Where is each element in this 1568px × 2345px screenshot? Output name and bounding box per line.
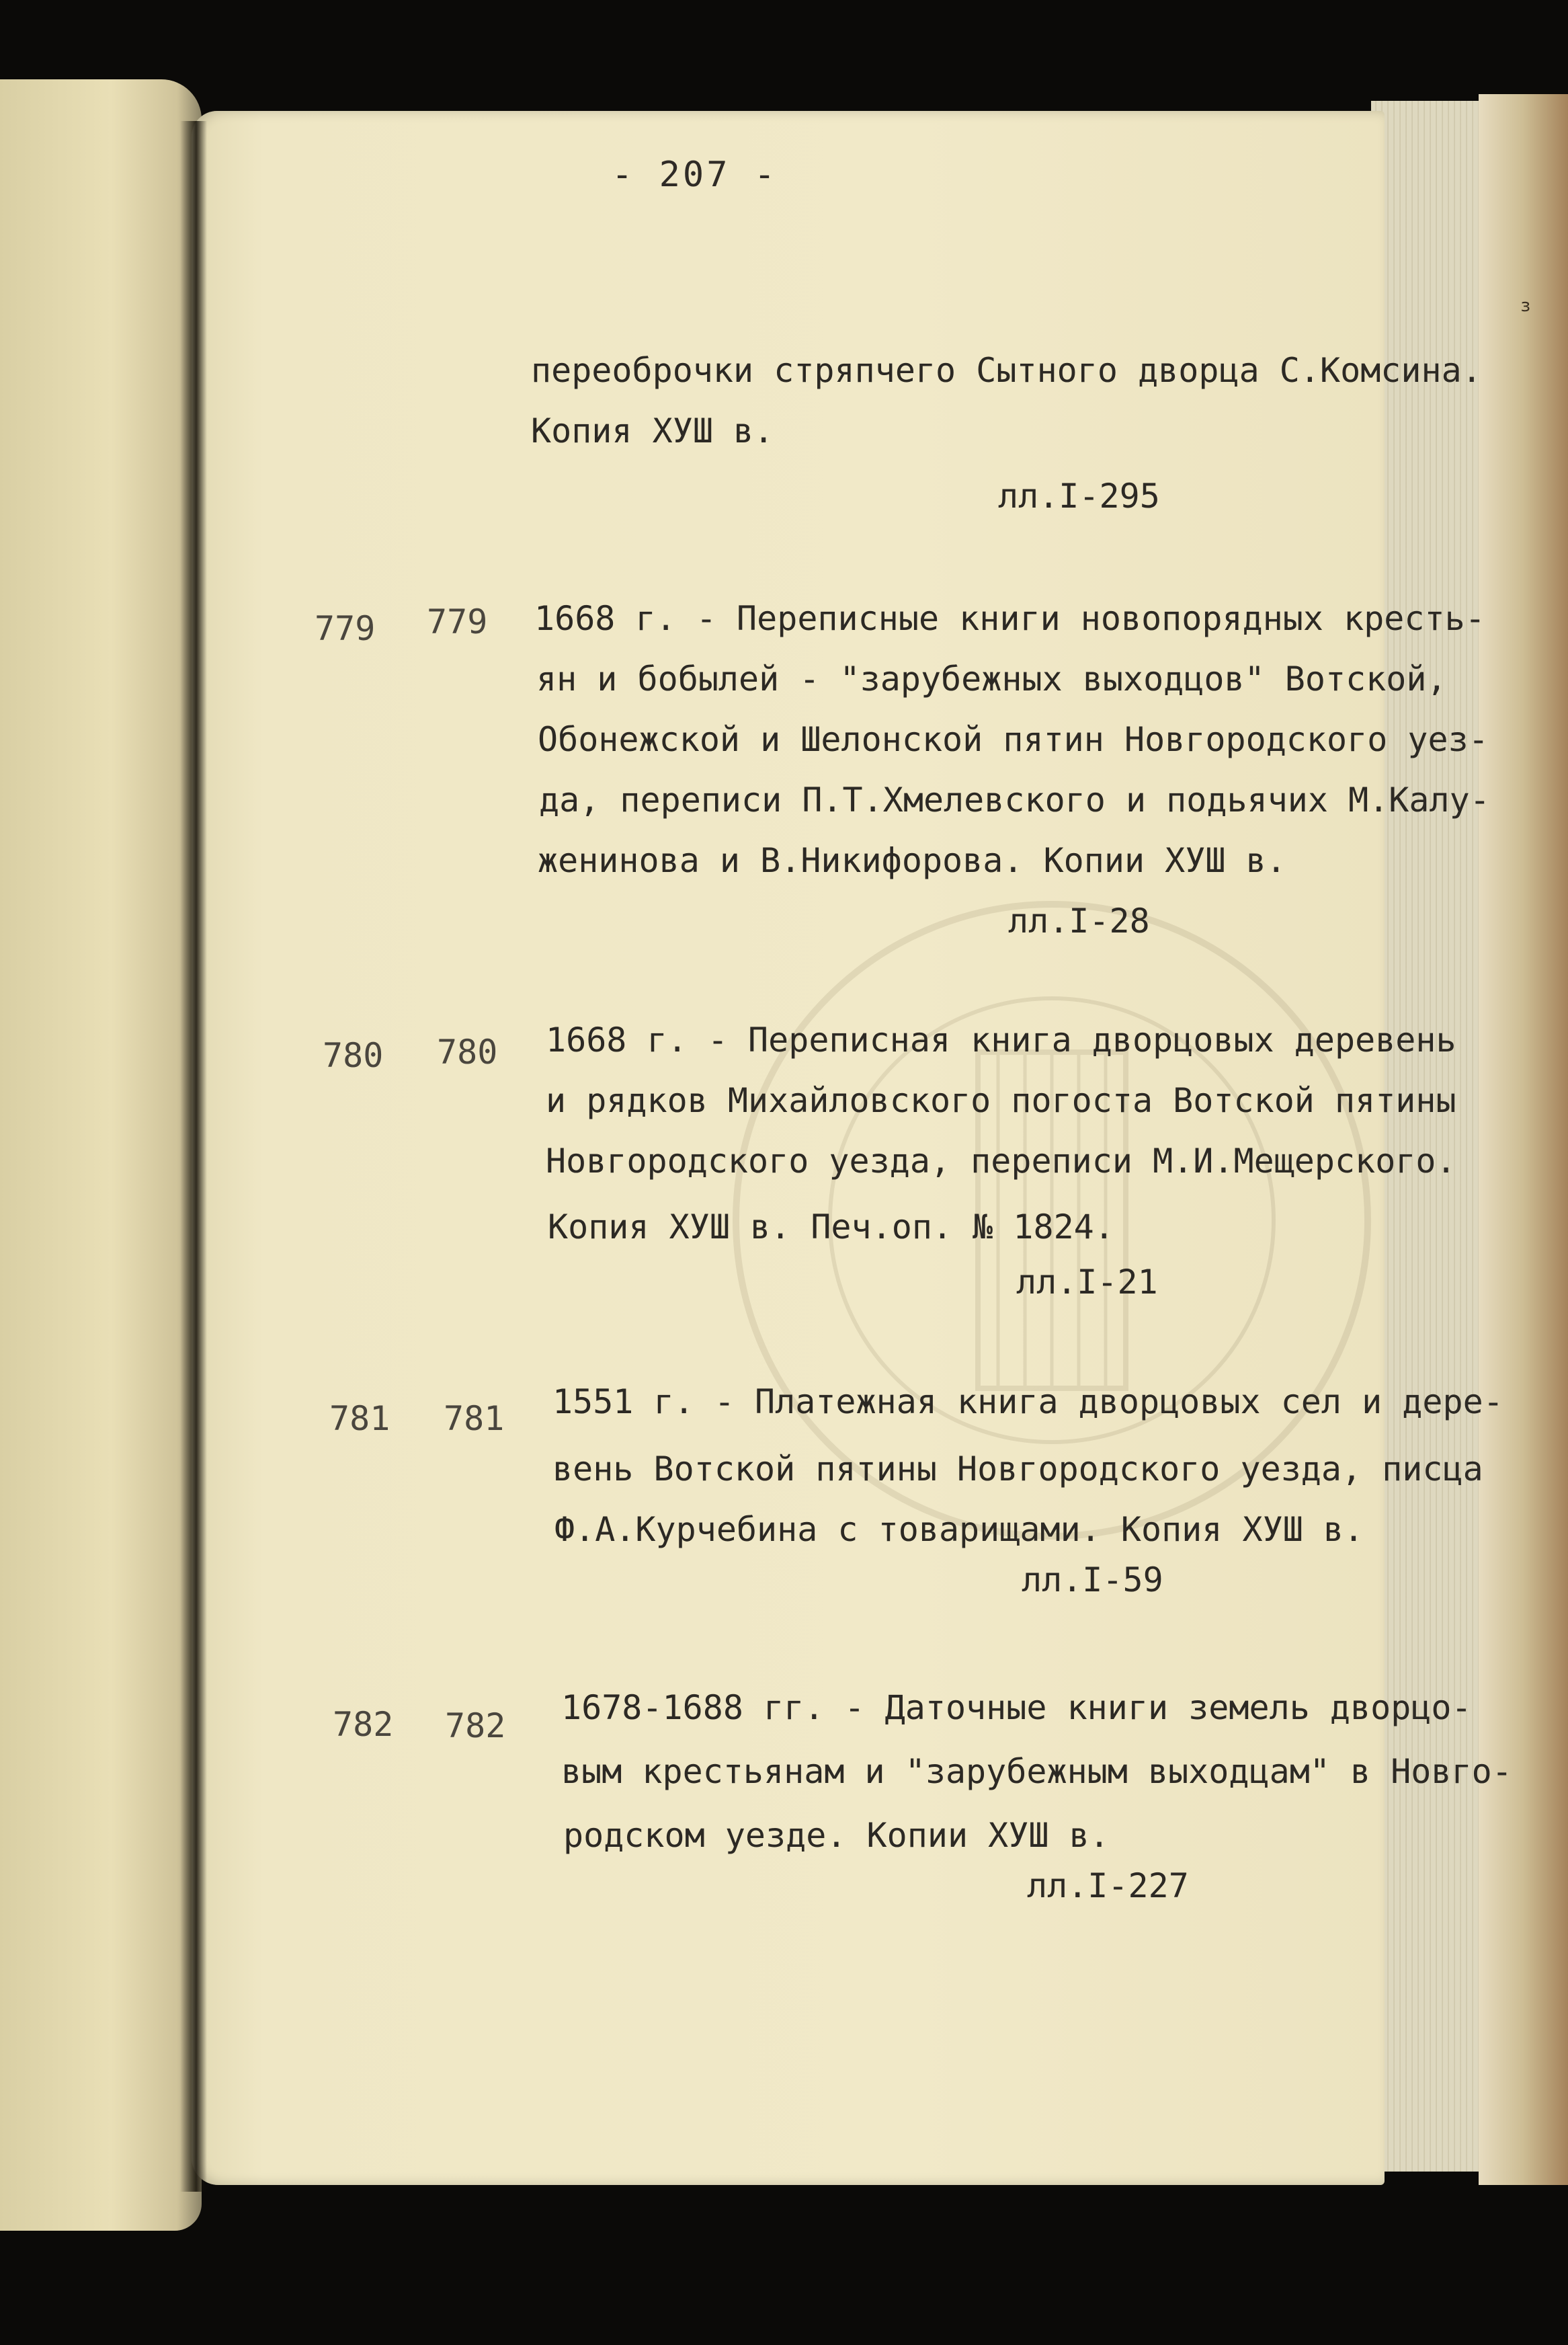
entry-line: женинова и В.Никифорова. Копии ХУШ в. bbox=[538, 841, 1286, 880]
entry-number-copy: 781 bbox=[444, 1399, 505, 1438]
entry-number-copy: 782 bbox=[445, 1706, 506, 1745]
entry-line: 1668 г. - Переписная книга дворцовых деревень bbox=[546, 1021, 1456, 1060]
entry-line: 1678-1688 гг. - Даточные книги земель дворцо- bbox=[561, 1688, 1472, 1727]
entry-number: 781 bbox=[329, 1399, 390, 1438]
entry-folio: лл.I-295 bbox=[998, 477, 1160, 516]
book-cover-edge bbox=[1479, 94, 1568, 2185]
entry-line: вым крестьянам и "зарубежным выходцам" в Новго- bbox=[561, 1752, 1512, 1791]
entry-line: Копия ХУШ в. Печ.оп. № 1824. bbox=[548, 1207, 1114, 1246]
entry-number: 779 bbox=[315, 609, 376, 648]
cover-mark: з bbox=[1520, 296, 1531, 316]
entry-line: Новгородского уезда, переписи М.И.Мещерского. bbox=[546, 1142, 1456, 1181]
entry-folio: лл.I-28 bbox=[1008, 902, 1150, 941]
entry-number: 780 bbox=[323, 1036, 384, 1075]
entry-folio: лл.I-21 bbox=[1016, 1263, 1158, 1302]
entry-folio: лл.I-59 bbox=[1022, 1560, 1163, 1599]
book-gutter bbox=[180, 121, 207, 2192]
entry-number-copy: 779 bbox=[427, 602, 488, 641]
entry-line: переоброчки стряпчего Сытного дворца С.Комсина. bbox=[531, 351, 1482, 390]
page-number: - 207 - bbox=[612, 155, 778, 195]
entry-line: и рядков Михайловского погоста Вотской пятины bbox=[546, 1081, 1456, 1120]
entry-line: вень Вотской пятины Новгородского уезда, писца bbox=[552, 1449, 1483, 1488]
entry-line: да, переписи П.Т.Хмелевского и подьячих М.Калу- bbox=[539, 781, 1490, 820]
entry-number-copy: 780 bbox=[437, 1033, 498, 1072]
entry-line: 1668 г. - Переписные книги новопорядных кресть- bbox=[534, 599, 1485, 638]
entry-line: Обонежской и Шелонской пятин Новгородского уез- bbox=[538, 720, 1489, 759]
entry-line: 1551 г. - Платежная книга дворцовых сел и дере- bbox=[552, 1382, 1503, 1421]
left-page bbox=[0, 79, 202, 2231]
entry-folio: лл.I-227 bbox=[1027, 1866, 1189, 1905]
entry-number: 782 bbox=[333, 1705, 394, 1744]
entry-line: Копия ХУШ в. bbox=[531, 411, 774, 450]
entry-line: Ф.А.Курчебина с товарищами. Копия ХУШ в. bbox=[554, 1510, 1364, 1549]
entry-line: ян и бобылей - "зарубежных выходцов" Вотской, bbox=[536, 660, 1447, 699]
entry-line: родском уезде. Копии ХУШ в. bbox=[563, 1816, 1110, 1855]
